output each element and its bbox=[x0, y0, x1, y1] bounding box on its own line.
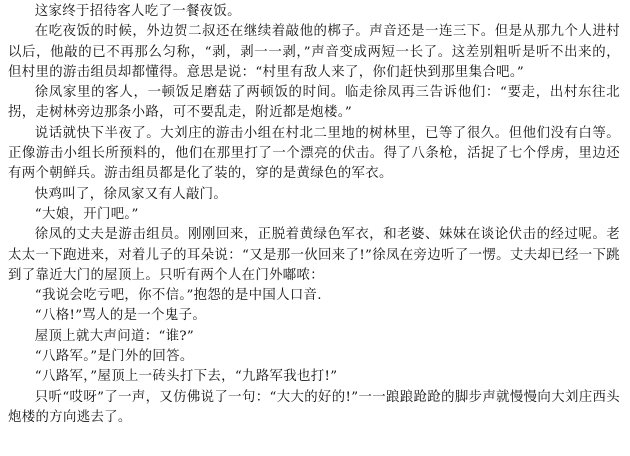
paragraph-7: 徐凤的丈夫是游击组员。刚刚回来，正脱着黄绿色军衣，和老婆、妹妹在谈论伏击的经过呢。老太太一下跑进来，对着儿子的耳朵说：“又是那一伙回来了!”徐凤在旁边听了一愣。丈夫却已经一下跳到了靠近大门的屋顶上。只听有两个人在门外嘟哝： bbox=[8, 227, 620, 283]
paragraph-2: 在吃夜饭的时候，外边贺二叔还在继续着敲他的梆子。声音还是一连三下。但是从那九个人进村以后，他敲的已不再那么匀称，“剥，剥一一剥，”声音变成两短一长了。这差别粗听是听不出来的，但村里的游击组员却都懂得。意思是说：“村里有敌人来了，你们赶快到那里集合吧。” bbox=[8, 24, 620, 80]
paragraph-1: 这家终于招待客人吃了一餐夜饭。 bbox=[34, 4, 241, 19]
paragraph-3: 徐凤家里的客人，一顿饭足磨菇了两顿饭的时间。临走徐凤再三告诉他们：“要走，出村东往北拐，走树林旁边那条小路，可不要乱走，附近都是炮楼。” bbox=[8, 85, 620, 121]
paragraph-11: “八路军。”是门外的回答。 bbox=[34, 349, 194, 365]
paragraph-10: 屋顶上就大声问道：“谁?” bbox=[34, 328, 195, 344]
paragraph-12: “八路军，”屋顶上一砖头打下去，“九路军我也打!” bbox=[34, 369, 338, 385]
paragraph-9: “八格!”骂人的是一个鬼子。 bbox=[34, 308, 207, 324]
paragraph-8: “我说会吃亏吧，你不信。”抱怨的是中国人口音. bbox=[34, 288, 322, 304]
story-text bbox=[8, 2, 620, 428]
paragraph-13: 只听“哎呀”了一声，又仿佛说了一句：“大大的好的!”一一踉踉跄跄的脚步声就慢慢向大刘庄西头炮楼的方向逃去了。 bbox=[8, 389, 620, 425]
paragraph-5: 快鸡叫了，徐凤家又有人敲门。 bbox=[34, 186, 228, 202]
paragraph-6: “大娘，开门吧。” bbox=[34, 206, 139, 222]
paragraph-4: 说话就快下半夜了。大刘庄的游击小组在村北二里地的树林里，已等了很久。但他们没有白等。正像游击小组长所预料的，他们在那里打了一个漂亮的伏击。得了八条枪，活捉了七个俘虏，里边还有两个朝鲜兵。游击组员都是化了装的，穿的是黄绿色的军衣。 bbox=[8, 125, 620, 182]
